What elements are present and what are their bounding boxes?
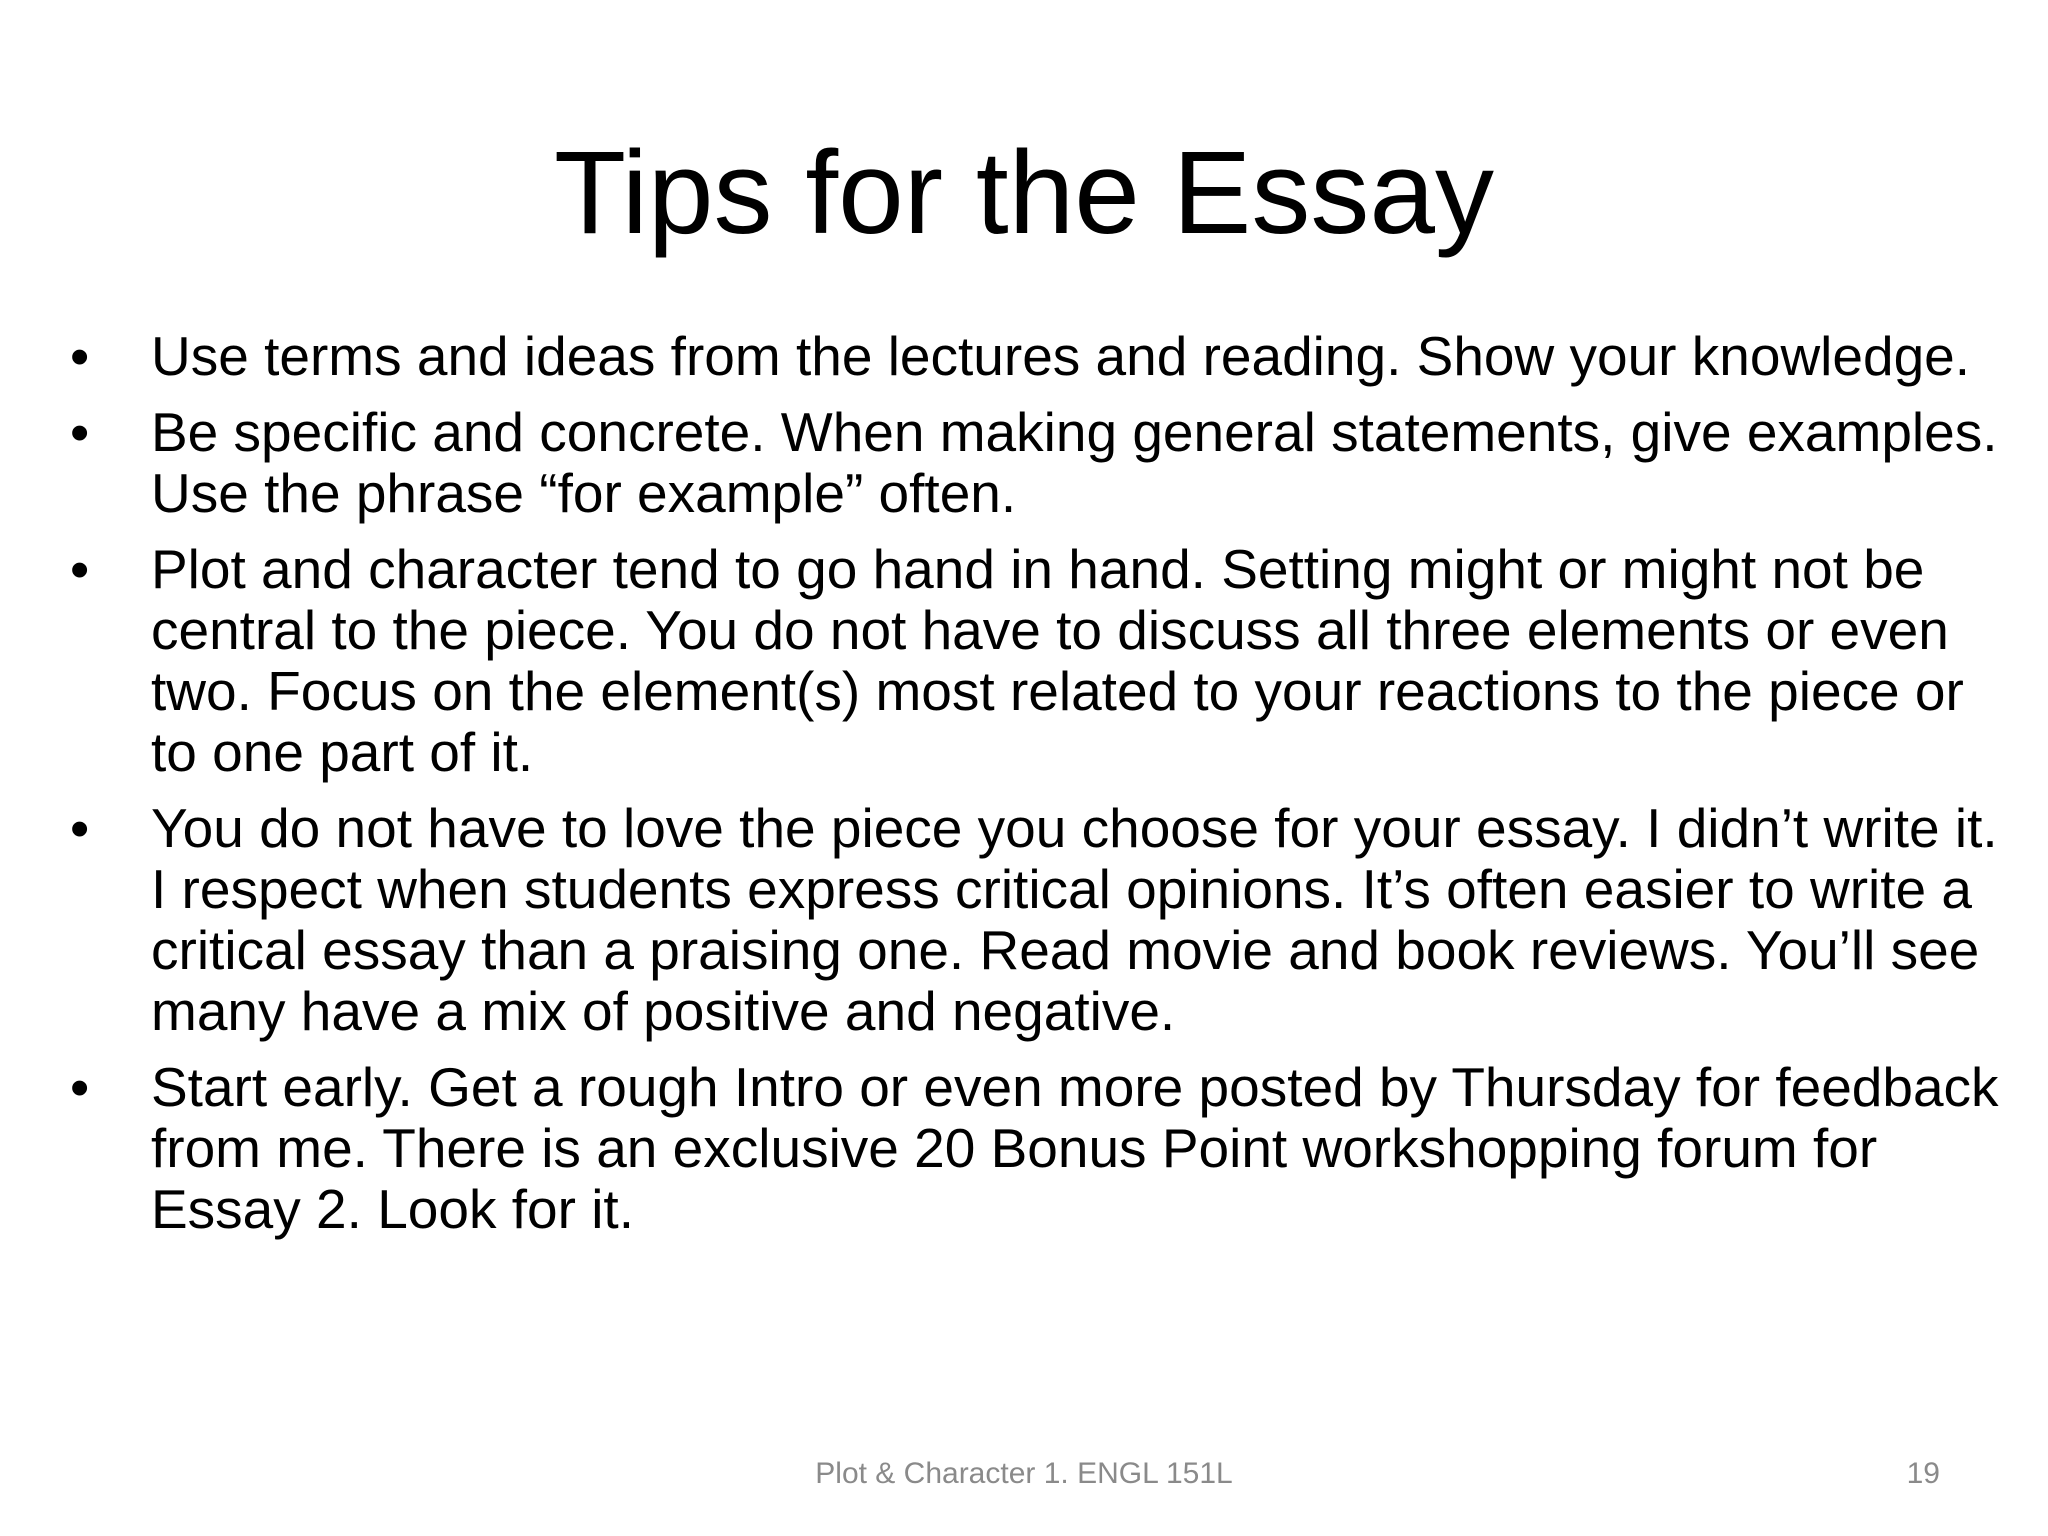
bullet-text: Use terms and ideas from the lectures and reading. Show your knowledge.: [151, 325, 1971, 387]
bullet-icon: •: [70, 1056, 90, 1118]
bullet-item: [70, 1057, 2000, 1240]
bullet-text: Start early. Get a rough Intro or even more posted by Thursday for feedback from me. There is an exclusive 20 Bonus Point workshopping forum for Essay 2. Look for it.: [151, 1056, 1999, 1240]
bullet-item: [70, 798, 2000, 1042]
bullet-item: [70, 326, 2000, 387]
bullet-icon: •: [70, 325, 90, 387]
bullet-list: [70, 326, 2000, 1255]
bullet-text: Plot and character tend to go hand in hand. Setting might or might not be central to the piece. You do not have to discuss all three elements or even two. Focus on the element(s) most related to your reactions to the piece or to one part of it.: [151, 538, 1964, 783]
bullet-text: You do not have to love the piece you choose for your essay. I didn’t write it. I respect when students express critical opinions. It’s often easier to write a critical essay than a praising one. Read movie and book reviews. You’ll see many have a mix of positive and negative.: [151, 797, 1998, 1042]
slide-footer: Plot & Character 1. ENGL 151L: [815, 1457, 1233, 1490]
bullet-item: [70, 402, 2000, 524]
bullet-text: Be specific and concrete. When making general statements, give examples. Use the phrase “for example” often.: [151, 401, 1998, 524]
bullet-icon: •: [70, 401, 90, 463]
bullet-icon: •: [70, 797, 90, 859]
bullet-icon: •: [70, 538, 90, 600]
bullet-item: [70, 539, 2000, 783]
slide-page-number: 19: [1906, 1457, 1940, 1490]
slide-title: Tips for the Essay: [554, 127, 1494, 259]
